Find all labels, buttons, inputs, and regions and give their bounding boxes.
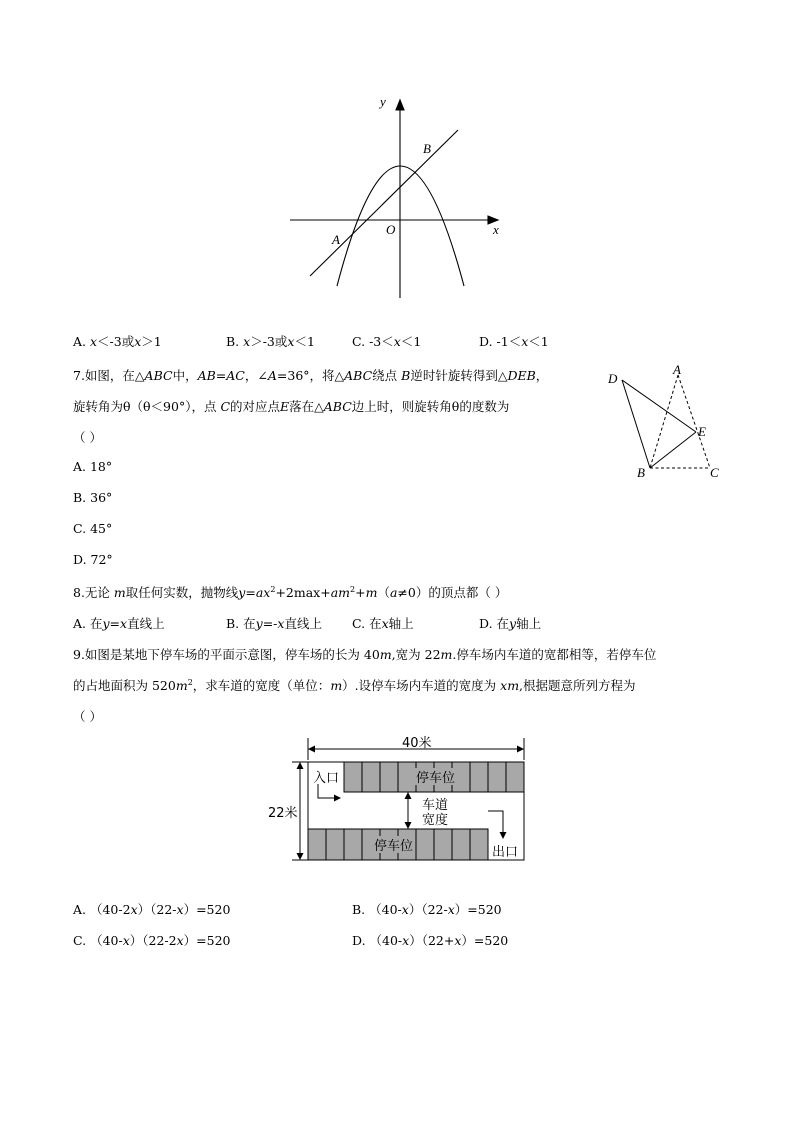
entry-label: 入口 (313, 771, 340, 786)
opt-text: ）=520 (183, 933, 231, 948)
y-axis-arrow (396, 100, 404, 110)
length-label: 40米 (402, 736, 432, 751)
opt-var: x (521, 334, 529, 349)
opt-text: ＜-3或 (97, 334, 135, 349)
stem-var: ABC (323, 399, 352, 414)
opt-text: C. （40- (73, 933, 123, 948)
q6-option-d[interactable] (479, 332, 549, 350)
q9-option-c[interactable] (73, 931, 231, 949)
stem-var: y (238, 585, 246, 600)
opt-var: x (393, 334, 401, 349)
opt-var: y (509, 616, 517, 631)
stem-text: 取任何实数，抛物线 (125, 585, 239, 600)
stem-text: ≠0）的顶点都（ ） (397, 585, 508, 600)
opt-var: x (243, 334, 251, 349)
stem-text: 8.无论 (73, 585, 114, 600)
lane-label-2: 宽度 (422, 813, 449, 828)
opt-text: D. （40- (352, 933, 403, 948)
width-label: 22米 (268, 806, 298, 821)
opt-text: 直线上 (127, 616, 165, 631)
stem-var: A (267, 368, 277, 383)
opt-text: B. （40- (352, 902, 402, 917)
q9-option-a[interactable] (73, 900, 230, 918)
lane-label-1: 车道 (422, 798, 449, 813)
opt-text: ＜1 (528, 334, 549, 349)
q7-triangle-figure (600, 360, 730, 485)
opt-text: C. -3＜ (352, 334, 394, 349)
opt-text: ＞1 (141, 334, 162, 349)
q6-graph (280, 90, 510, 305)
opt-var: x (381, 616, 389, 631)
q6-option-c[interactable] (352, 332, 421, 350)
stem-text: 的占地面积为 520 (73, 678, 176, 693)
opt-var: x (89, 334, 98, 349)
opt-text: =- (262, 616, 278, 631)
q8-stem (73, 583, 507, 601)
opt-var: x (447, 902, 455, 917)
seg-ac (678, 375, 710, 468)
q9-parking-figure (262, 730, 532, 866)
opt-text: B. 在 (226, 616, 256, 631)
graph-point-a: A (332, 232, 340, 247)
q8-option-c[interactable] (352, 614, 414, 632)
stem-text: 旋转角为θ（θ＜90°），点 (73, 399, 221, 414)
stem-text: ,宽为 22 (391, 647, 441, 662)
stem-var: am (330, 585, 351, 600)
stem-text: ， (535, 368, 549, 383)
q6-option-b[interactable] (226, 332, 315, 350)
opt-text: ＜1 (400, 334, 422, 349)
q6-option-a[interactable] (73, 332, 162, 350)
q7-answer-blank: （ ） (73, 430, 102, 445)
opt-text: ）=520 (461, 933, 509, 948)
stem-text: 中， (172, 368, 198, 383)
stem-exponent: 2 (187, 677, 193, 687)
stem-text: 边上时，则旋转角θ的度数为 (351, 399, 510, 414)
stem-text: 的对应点 (230, 399, 281, 414)
opt-var: x (134, 334, 142, 349)
q8-option-a[interactable] (73, 614, 165, 632)
opt-text: ）（22- (137, 902, 177, 917)
stem-text: ，求车道的宽度（单位： (192, 678, 331, 693)
stem-text: .停车场内车道的宽都相等，若停车位 (452, 647, 657, 662)
q9-option-b[interactable] (352, 900, 502, 918)
opt-text: ）=520 (454, 902, 502, 917)
q8-option-d[interactable] (479, 614, 541, 632)
q9-stem-line2 (73, 676, 636, 694)
opt-var: x (120, 616, 128, 631)
q9-option-d[interactable] (352, 931, 508, 949)
opt-text: ）=520 (183, 902, 231, 917)
seg-ab (650, 375, 678, 468)
stem-var: m (113, 585, 126, 600)
opt-text: ）（22+ (409, 933, 455, 948)
q9-answer-blank: （ ） (73, 709, 102, 724)
opt-text: A. 在 (73, 616, 103, 631)
stem-text: （ (377, 585, 390, 600)
graph-origin-label: O (386, 222, 396, 237)
label-d: D (608, 371, 618, 386)
seg-db (622, 380, 650, 468)
stem-var: m (365, 585, 378, 600)
q7-option-d[interactable]: D. 72° (73, 552, 113, 567)
stem-var: m (379, 647, 392, 662)
label-e: E (698, 424, 706, 439)
opt-text: = (109, 616, 121, 631)
stem-var: ABC (344, 368, 373, 383)
q7-option-a[interactable]: A. 18° (73, 459, 113, 474)
opt-var: x (454, 933, 462, 948)
stem-var: C (220, 399, 231, 414)
stem-exponent: 2 (350, 584, 356, 594)
stem-var: B (401, 368, 411, 383)
opt-var: y (255, 616, 263, 631)
stem-var: ABC (144, 368, 173, 383)
opt-text: ＜1 (294, 334, 315, 349)
opt-var: x (176, 933, 184, 948)
opt-var: x (122, 933, 130, 948)
stem-var: a (389, 585, 398, 600)
stem-var: m (440, 647, 453, 662)
stem-var: ax (255, 585, 271, 600)
label-a: A (673, 362, 681, 377)
stem-text: 7.如图，在△ (73, 368, 145, 383)
spot-label-bottom: 停车位 (374, 839, 414, 854)
stem-text: 落在△ (289, 399, 324, 414)
graph-point-b: B (423, 141, 431, 156)
opt-var: x (401, 902, 409, 917)
opt-var: x (130, 902, 138, 917)
graph-x-label: x (493, 222, 499, 237)
opt-text: B. (226, 334, 244, 349)
q9-stem-line1 (73, 645, 656, 663)
q7-option-b[interactable]: B. 36° (73, 490, 113, 505)
opt-text: ＞-3或 (250, 334, 288, 349)
graph-y-label: y (380, 94, 386, 109)
opt-text: ）（22- (408, 902, 448, 917)
stem-var: m (507, 678, 520, 693)
opt-text: C. 在 (352, 616, 382, 631)
stem-text: ,根据题意所列方程为 (519, 678, 636, 693)
stem-var: E (280, 399, 290, 414)
stem-text: ）.设停车场内车道的宽度为 (342, 678, 501, 693)
opt-text: A. （40-2 (73, 902, 131, 917)
opt-var: x (402, 933, 410, 948)
stem-text: = (245, 585, 256, 600)
opt-var: x (277, 616, 285, 631)
stem-text: = (215, 368, 227, 383)
opt-text: ）（22-2 (129, 933, 177, 948)
stem-text: +2max+ (275, 585, 331, 600)
stem-text: =36°，将△ (276, 368, 345, 383)
opt-text: 直线上 (284, 616, 322, 631)
exit-path-arrow (488, 811, 503, 838)
opt-var: y (102, 616, 110, 631)
entry-path-arrow (318, 784, 340, 798)
exit-label: 出口 (492, 845, 519, 860)
stem-var: x (500, 678, 508, 693)
label-c: C (710, 465, 719, 480)
stem-var: AB (197, 368, 216, 383)
seg-de (622, 380, 696, 432)
opt-text: 轴上 (388, 616, 414, 631)
stem-text: 9.如图是某地下停车场的平面示意图，停车场的长为 40 (73, 647, 380, 662)
stem-text: 绕点 (372, 368, 402, 383)
opt-var: x (176, 902, 184, 917)
q8-option-b[interactable] (226, 614, 322, 632)
spot-label-top: 停车位 (416, 771, 456, 786)
opt-text: 轴上 (516, 616, 542, 631)
q7-option-c[interactable]: C. 45° (73, 521, 113, 536)
opt-text: D. -1＜ (479, 334, 522, 349)
stem-var: AC (226, 368, 245, 383)
opt-text: A. (73, 334, 90, 349)
q7-stem-line2 (73, 397, 509, 415)
stem-var: m (330, 678, 343, 693)
q7-stem-line1 (73, 366, 548, 384)
stem-var: m (175, 678, 188, 693)
stem-var: DEB (507, 368, 536, 383)
label-b: B (637, 465, 645, 480)
stem-text: + (355, 585, 366, 600)
stem-exponent: 2 (270, 584, 276, 594)
opt-text: D. 在 (479, 616, 510, 631)
seg-eb (650, 432, 696, 468)
stem-text: 逆时针旋转得到△ (410, 368, 508, 383)
opt-var: x (287, 334, 295, 349)
stem-text: ，∠ (244, 368, 268, 383)
